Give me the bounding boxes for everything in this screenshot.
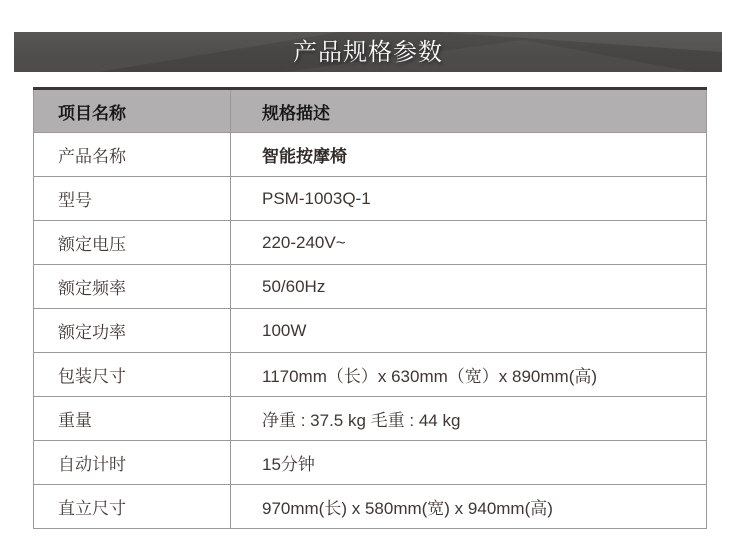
row-value: 净重 : 37.5 kg 毛重 : 44 kg	[231, 397, 707, 441]
row-label: 自动计时	[34, 441, 231, 485]
row-value: 智能按摩椅	[231, 133, 707, 177]
table-row-auto-timer	[34, 441, 707, 485]
table-row-product-name	[34, 133, 707, 177]
row-value: 1170mm（长）x 630mm（宽）x 890mm(高)	[231, 353, 707, 397]
row-value: 15分钟	[231, 441, 707, 485]
table-row-weight	[34, 397, 707, 441]
table-row-package-size	[34, 353, 707, 397]
table-row-rated-power	[34, 309, 707, 353]
row-value: 50/60Hz	[231, 265, 707, 309]
section-banner	[14, 32, 722, 72]
spec-table	[33, 87, 707, 529]
row-label: 直立尺寸	[34, 485, 231, 529]
row-value: 970mm(长) x 580mm(宽) x 940mm(高)	[231, 485, 707, 529]
row-value: 220-240V~	[231, 221, 707, 265]
table-header-row	[34, 89, 707, 133]
header-item-name: 项目名称	[34, 89, 231, 133]
row-label: 额定电压	[34, 221, 231, 265]
table-row-rated-voltage	[34, 221, 707, 265]
row-label: 型号	[34, 177, 231, 221]
row-label: 额定频率	[34, 265, 231, 309]
table-row-rated-frequency	[34, 265, 707, 309]
row-value: PSM-1003Q-1	[231, 177, 707, 221]
row-label: 产品名称	[34, 133, 231, 177]
row-label: 包装尺寸	[34, 353, 231, 397]
header-spec-description: 规格描述	[231, 89, 707, 133]
table-row-model	[34, 177, 707, 221]
section-title: 产品规格参数	[293, 39, 443, 66]
row-value: 100W	[231, 309, 707, 353]
row-label: 重量	[34, 397, 231, 441]
row-label: 额定功率	[34, 309, 231, 353]
table-row-upright-size	[34, 485, 707, 529]
